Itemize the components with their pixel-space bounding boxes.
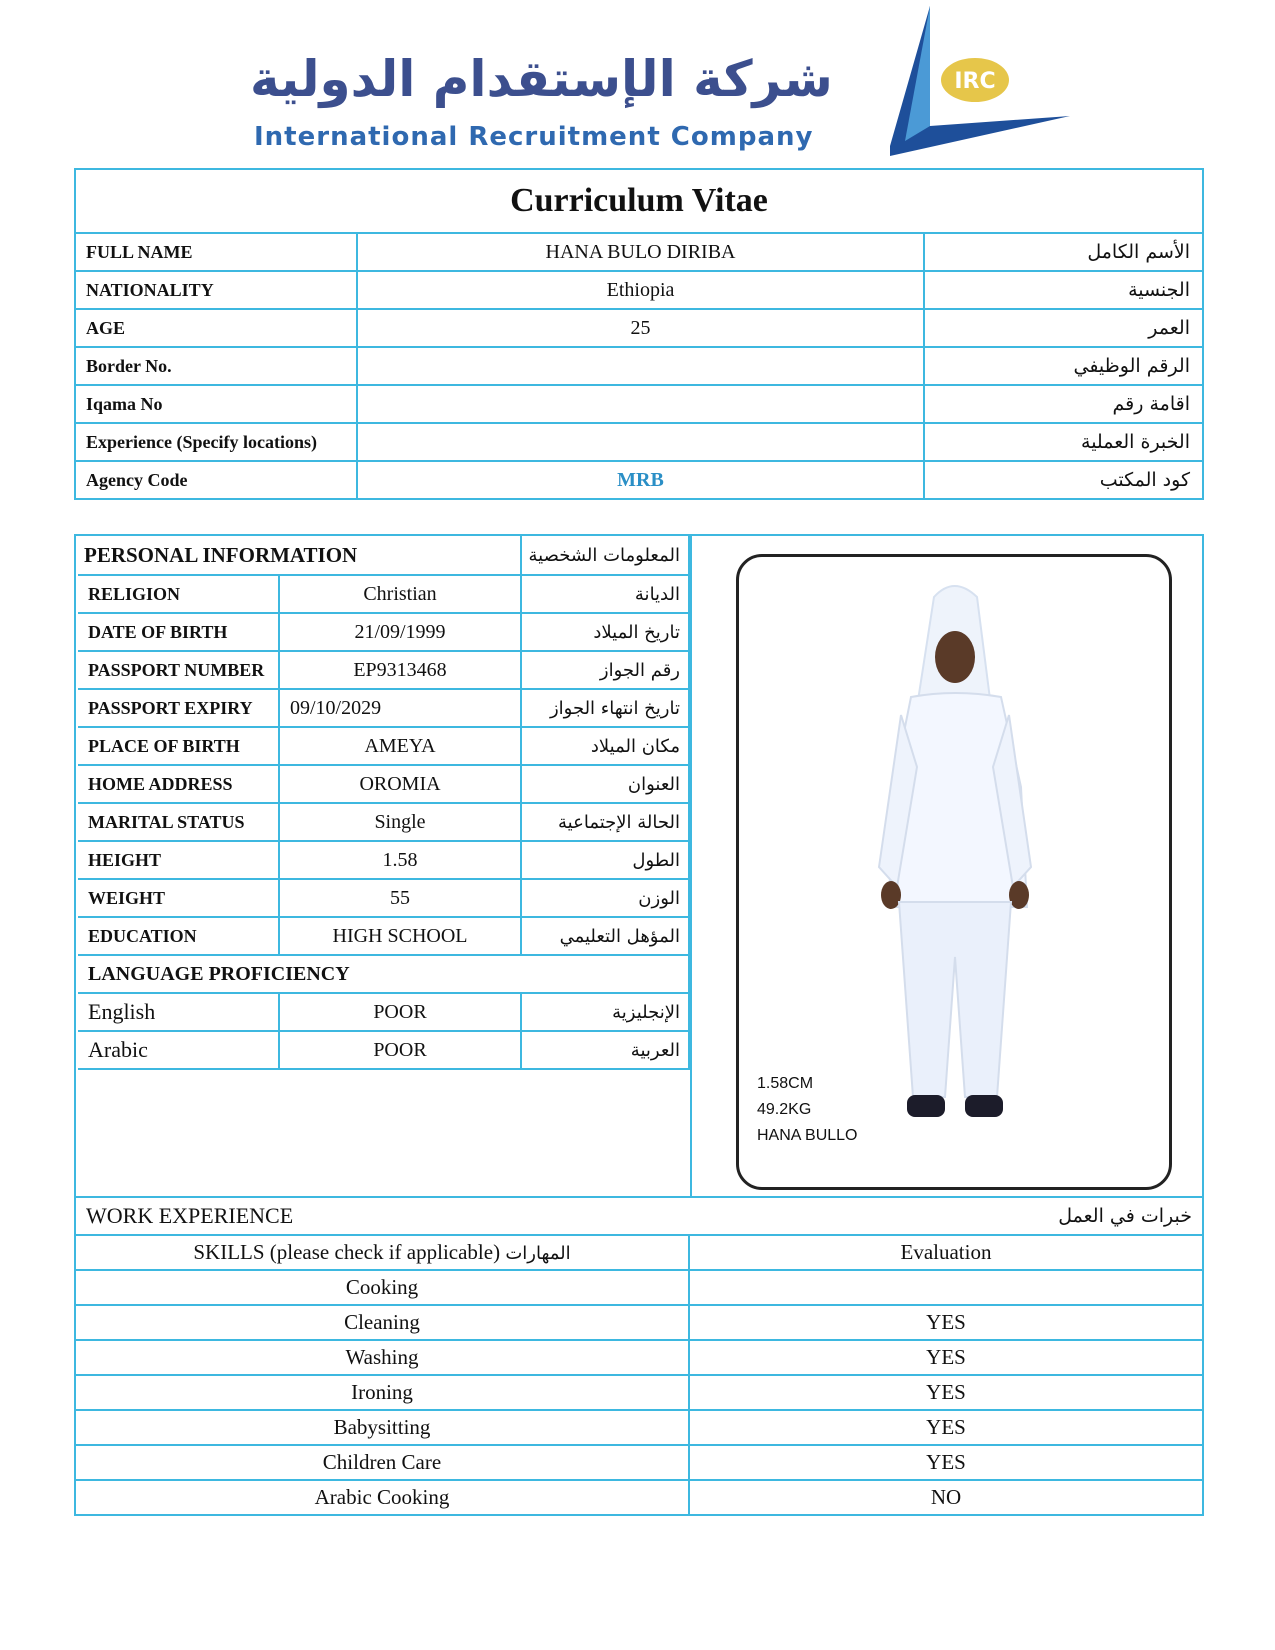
personal-value-passport-expiry: 09/10/2029 (279, 689, 521, 727)
work-experience-label-ar: خبرات في العمل (689, 1197, 1203, 1235)
personal-info-title-ar: المعلومات الشخصية (521, 536, 689, 575)
personal-label-ar: رقم الجواز (521, 651, 689, 689)
skill-name: Children Care (75, 1445, 689, 1480)
work-experience-row (75, 1197, 1203, 1235)
personal-label: RELIGION (78, 575, 279, 613)
personal-value-place-of-birth: AMEYA (279, 727, 521, 765)
personal-value-weight: 55 (279, 879, 521, 917)
cv-label: Iqama No (75, 385, 357, 423)
personal-label: PLACE OF BIRTH (78, 727, 279, 765)
personal-label-ar: تاريخ الميلاد (521, 613, 689, 651)
company-logo (240, 6, 1090, 156)
skill-name: Cleaning (75, 1305, 689, 1340)
personal-row-height (78, 841, 689, 879)
photo-caption-weight: 49.2KG (757, 1101, 812, 1118)
cv-value-iqama-no (357, 385, 924, 423)
cv-label-ar: كود المكتب (924, 461, 1203, 499)
skills-header-row (75, 1235, 1203, 1270)
skills-header-en: SKILLS (please check if applicable) (193, 1240, 501, 1264)
personal-value-passport-number: EP9313468 (279, 651, 521, 689)
evaluation-header: Evaluation (689, 1235, 1203, 1270)
cv-label: Border No. (75, 347, 357, 385)
skills-table (74, 1196, 1204, 1516)
skill-evaluation: YES (689, 1340, 1203, 1375)
cv-label: FULL NAME (75, 233, 357, 271)
personal-label: PASSPORT EXPIRY (78, 689, 279, 727)
personal-row-home-address (78, 765, 689, 803)
personal-row-passport-number (78, 651, 689, 689)
personal-label-ar: الحالة الإجتماعية (521, 803, 689, 841)
personal-label-ar: المؤهل التعليمي (521, 917, 689, 955)
skills-header-ar: المهارات (505, 1243, 571, 1264)
personal-row-dob (78, 613, 689, 651)
skills-header (75, 1235, 689, 1270)
language-proficiency-title: LANGUAGE PROFICIENCY (78, 955, 689, 993)
personal-row-marital-status (78, 803, 689, 841)
skill-name: Arabic Cooking (75, 1480, 689, 1515)
skill-evaluation: YES (689, 1445, 1203, 1480)
cv-row-iqama-no (75, 385, 1203, 423)
cv-value-nationality: Ethiopia (357, 271, 924, 309)
cv-label: NATIONALITY (75, 271, 357, 309)
svg-text:IRC: IRC (954, 69, 996, 94)
personal-row-education (78, 917, 689, 955)
personal-label-ar: مكان الميلاد (521, 727, 689, 765)
skill-name: Ironing (75, 1375, 689, 1410)
skill-row (75, 1410, 1203, 1445)
personal-label: HEIGHT (78, 841, 279, 879)
skill-row (75, 1445, 1203, 1480)
cv-label-ar: الرقم الوظيفي (924, 347, 1203, 385)
cv-value-agency-code: MRB (357, 461, 924, 499)
personal-label-ar: تاريخ انتهاء الجواز (521, 689, 689, 727)
personal-row-weight (78, 879, 689, 917)
candidate-photo (736, 554, 1172, 1190)
personal-info-section (74, 534, 1204, 1198)
cv-label-ar: الأسم الكامل (924, 233, 1203, 271)
cv-label-ar: الخبرة العملية (924, 423, 1203, 461)
cv-title: Curriculum Vitae (75, 169, 1203, 233)
cv-value-experience (357, 423, 924, 461)
personal-value-religion: Christian (279, 575, 521, 613)
personal-value-height: 1.58 (279, 841, 521, 879)
cv-row-agency-code (75, 461, 1203, 499)
personal-row-place-of-birth (78, 727, 689, 765)
personal-label: HOME ADDRESS (78, 765, 279, 803)
skill-name: Babysitting (75, 1410, 689, 1445)
cv-value-age: 25 (357, 309, 924, 347)
skill-row (75, 1480, 1203, 1515)
cv-row-age (75, 309, 1203, 347)
personal-value-dob: 21/09/1999 (279, 613, 521, 651)
cv-label: AGE (75, 309, 357, 347)
skill-evaluation: NO (689, 1480, 1203, 1515)
language-label-ar: الإنجليزية (521, 993, 689, 1031)
work-experience-label: WORK EXPERIENCE (75, 1197, 689, 1235)
photo-caption-height: 1.58CM (757, 1075, 814, 1092)
skill-name: Washing (75, 1340, 689, 1375)
cv-row-full-name (75, 233, 1203, 271)
skill-row (75, 1340, 1203, 1375)
logo-english-text: International Recruitment Company (254, 122, 814, 152)
skill-evaluation: YES (689, 1410, 1203, 1445)
cv-label: Experience (Specify locations) (75, 423, 357, 461)
personal-value-education: HIGH SCHOOL (279, 917, 521, 955)
language-row-arabic (78, 1031, 689, 1069)
language-row-english (78, 993, 689, 1031)
personal-label: WEIGHT (78, 879, 279, 917)
personal-label-ar: الطول (521, 841, 689, 879)
cv-label-ar: الجنسية (924, 271, 1203, 309)
skill-name: Cooking (75, 1270, 689, 1305)
cv-row-experience (75, 423, 1203, 461)
personal-label: DATE OF BIRTH (78, 613, 279, 651)
language-label-ar: العربية (521, 1031, 689, 1069)
personal-label: MARITAL STATUS (78, 803, 279, 841)
cv-value-border-no (357, 347, 924, 385)
skill-evaluation (689, 1270, 1203, 1305)
cv-row-nationality (75, 271, 1203, 309)
personal-value-home-address: OROMIA (279, 765, 521, 803)
personal-label: EDUCATION (78, 917, 279, 955)
skill-evaluation: YES (689, 1305, 1203, 1340)
photo-caption-name: HANA BULLO (757, 1127, 858, 1144)
personal-info-table (78, 536, 690, 1070)
skill-evaluation: YES (689, 1375, 1203, 1410)
personal-row-passport-expiry (78, 689, 689, 727)
personal-info-title: PERSONAL INFORMATION (78, 536, 521, 575)
skill-row (75, 1270, 1203, 1305)
cv-label-ar: اقامة رقم (924, 385, 1203, 423)
personal-value-marital-status: Single (279, 803, 521, 841)
personal-label: PASSPORT NUMBER (78, 651, 279, 689)
skill-row (75, 1375, 1203, 1410)
cv-value-full-name: HANA BULO DIRIBA (357, 233, 924, 271)
language-value-english: POOR (279, 993, 521, 1031)
language-value-arabic: POOR (279, 1031, 521, 1069)
section-divider (690, 536, 692, 1196)
cv-row-border-no (75, 347, 1203, 385)
language-label: English (78, 993, 279, 1031)
language-label: Arabic (78, 1031, 279, 1069)
cv-label-ar: العمر (924, 309, 1203, 347)
personal-row-religion (78, 575, 689, 613)
personal-label-ar: الوزن (521, 879, 689, 917)
cv-label: Agency Code (75, 461, 357, 499)
personal-label-ar: العنوان (521, 765, 689, 803)
personal-label-ar: الديانة (521, 575, 689, 613)
logo-mark-icon (870, 6, 1090, 156)
logo-arabic-text: شركة الإستقدام الدولية (250, 50, 833, 108)
personal-info-header (78, 536, 689, 575)
language-header-row (78, 955, 689, 993)
cv-summary-table (74, 168, 1204, 500)
skill-row (75, 1305, 1203, 1340)
